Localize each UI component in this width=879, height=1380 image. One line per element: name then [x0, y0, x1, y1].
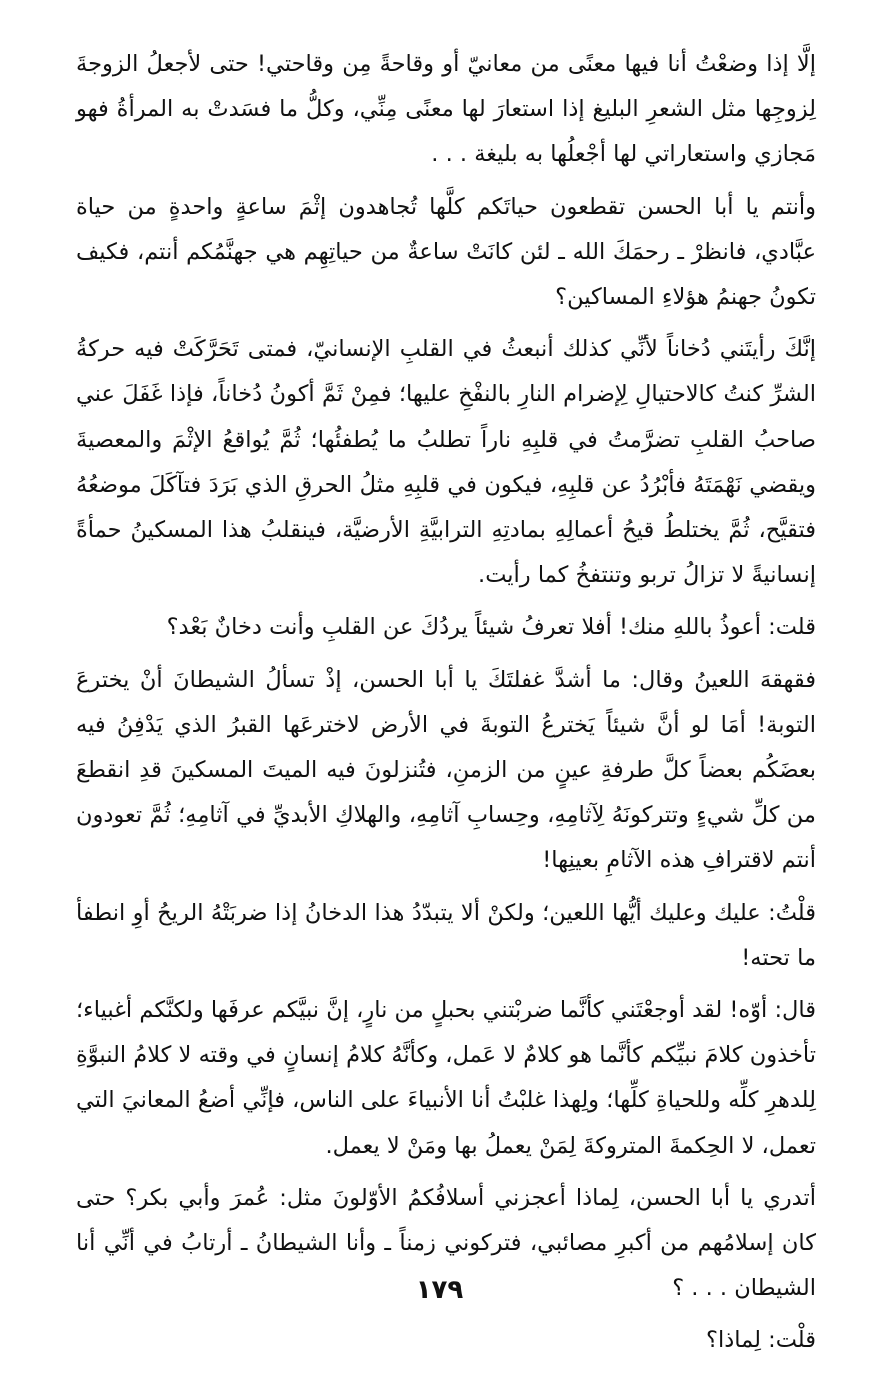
paragraph: فقهقهَ اللعينُ وقال: ما أشدَّ غفلتَكَ يا أبا الحسن، إذْ تسألُ الشيطانَ أنْ يخترعَ التوبة! أمَا لو أنَّ شيئاً يَخترعُ التوبةَ في الأرض لاخترعَها القبرُ الذي يَدْفِنُ فيه بعضَكُم بعضاً كلَّ طرفةِ عينٍ من الزمنِ، فتُنزلونَ فيه الميتَ المسكينَ قدِ انقطعَ من كلِّ شيءٍ وتتركونَهُ لِآثامِهِ، وحِسابِ آثامِهِ، والهلاكِ الأبديِّ في آثامِهِ؛ ثُمَّ تعودون أنتم لاقترافِ هذه الآثامِ بعينِها!: [76, 666, 816, 874]
page-number: ١٧٩: [415, 1275, 464, 1305]
paragraph: قال: أوّه! لقد أوجعْتَني كأنَّما ضربْتني بحبلٍ من نارٍ، إنَّ نبيَّكم عرفَها ولكنَّكم أغبياء؛ تأخذون كلامَ نبيِّكم كأنَّما هو كلامٌ لا عَمل، وكأنَّهُ كلامُ إنسانٍ في وقته لا كلامُ النبوَّةِ لِلدهرِ كلِّه وللحياةِ كلِّها؛ ولِهذا غلبْتُ أنا الأنبياءَ على الناس، فإنِّي أضعُ المعانيَ التي تعمل، لا الحِكمةَ المتروكةَ لِمَنْ يعملُ بها ومَنْ لا يعمل.: [76, 997, 816, 1159]
paragraph: قلت: أعوذُ باللهِ منك! أفلا تعرفُ شيئاً يردُكَ عن القلبِ وأنت دخانٌ بَعْد؟: [166, 614, 816, 641]
page-body: [76, 42, 816, 1364]
paragraph: وأنتم يا أبا الحسن تقطعون حياتَكم كلَّها تُجاهدون إثْمَ ساعةٍ واحدةٍ من حياة عبَّادي، فانظرْ ـ رحمَكَ الله ـ لئن كانَتْ ساعةٌ من حياتِهِم هي جهنَّمُكم أنتم، فكيف تكونُ جهنمُ هؤلاءِ المساكين؟: [76, 193, 816, 311]
paragraph: إلَّا إذا وضعْتُ أنا فيها معنًى من معانيّ أو وقاحةً مِن وقاحتي! حتى لأجعلُ الزوجةَ لِزوجِها مثل الشعرِ البليغ إذا استعارَ لها معنًى مِنِّي، وكلُّ ما فسَدتْ به المرأةُ فهو مَجازي واستعاراتي لها أجْعلُها به بليغة . . .: [76, 51, 816, 168]
paragraph: قلْتُ: عليك وعليك أيُّها اللعين؛ ولكنْ ألا يتبدّدُ هذا الدخانُ إذا ضربَتْهُ الريحُ أوِ انطفأ ما تحته!: [76, 899, 816, 971]
paragraph: إنَّكَ رأيتَني دُخاناً لأنِّي كذلك أنبعثُ في القلبِ الإنسانيّ، فمتى تَحَرَّكَتْ فيه حركةُ الشرِّ كنتُ كالاحتيالِ لِإضرام النارِ بالنفْخِ عليها؛ فمِنْ ثَمَّ أكونُ دُخاناً، فإذا غَفَلَ عني صاحبُ القلبِ تضرَّمتُ في قلبِهِ ناراً تطلبُ ما يُطفئُها؛ ثُمَّ يُواقعُ الإثْمَ والمعصيةَ ويقضي نَهْمَتَهُ فأبْرُدُ عن قلبِهِ، فيكون في قلبِهِ مثلُ الحرقِ الذي بَرَدَ فتآكَلَ موضعُهُ فتقيَّح، ثُمَّ يختلطُ قيحُ أعمالِهِ بمادتِهِ الترابيَّةِ الأرضيَّة، فينقلبُ هذا المسكينُ حمأةً إنسانيةً لا تزالُ تربو وتنتفخُ كما رأيت.: [76, 336, 816, 589]
paragraph: أتدري يا أبا الحسن، لِماذا أعجزني أسلافُكمُ الأوّلونَ مثل: عُمرَ وأبي بكر؟ حتى كان إسلامُهم من أكبرِ مصائبي، فتركوني زمناً ـ وأنا الشيطانُ ـ أرتابُ في أنِّي أنا الشيطان . . . ؟: [76, 1184, 816, 1302]
paragraph: قلْت: لِماذا؟: [706, 1327, 816, 1354]
